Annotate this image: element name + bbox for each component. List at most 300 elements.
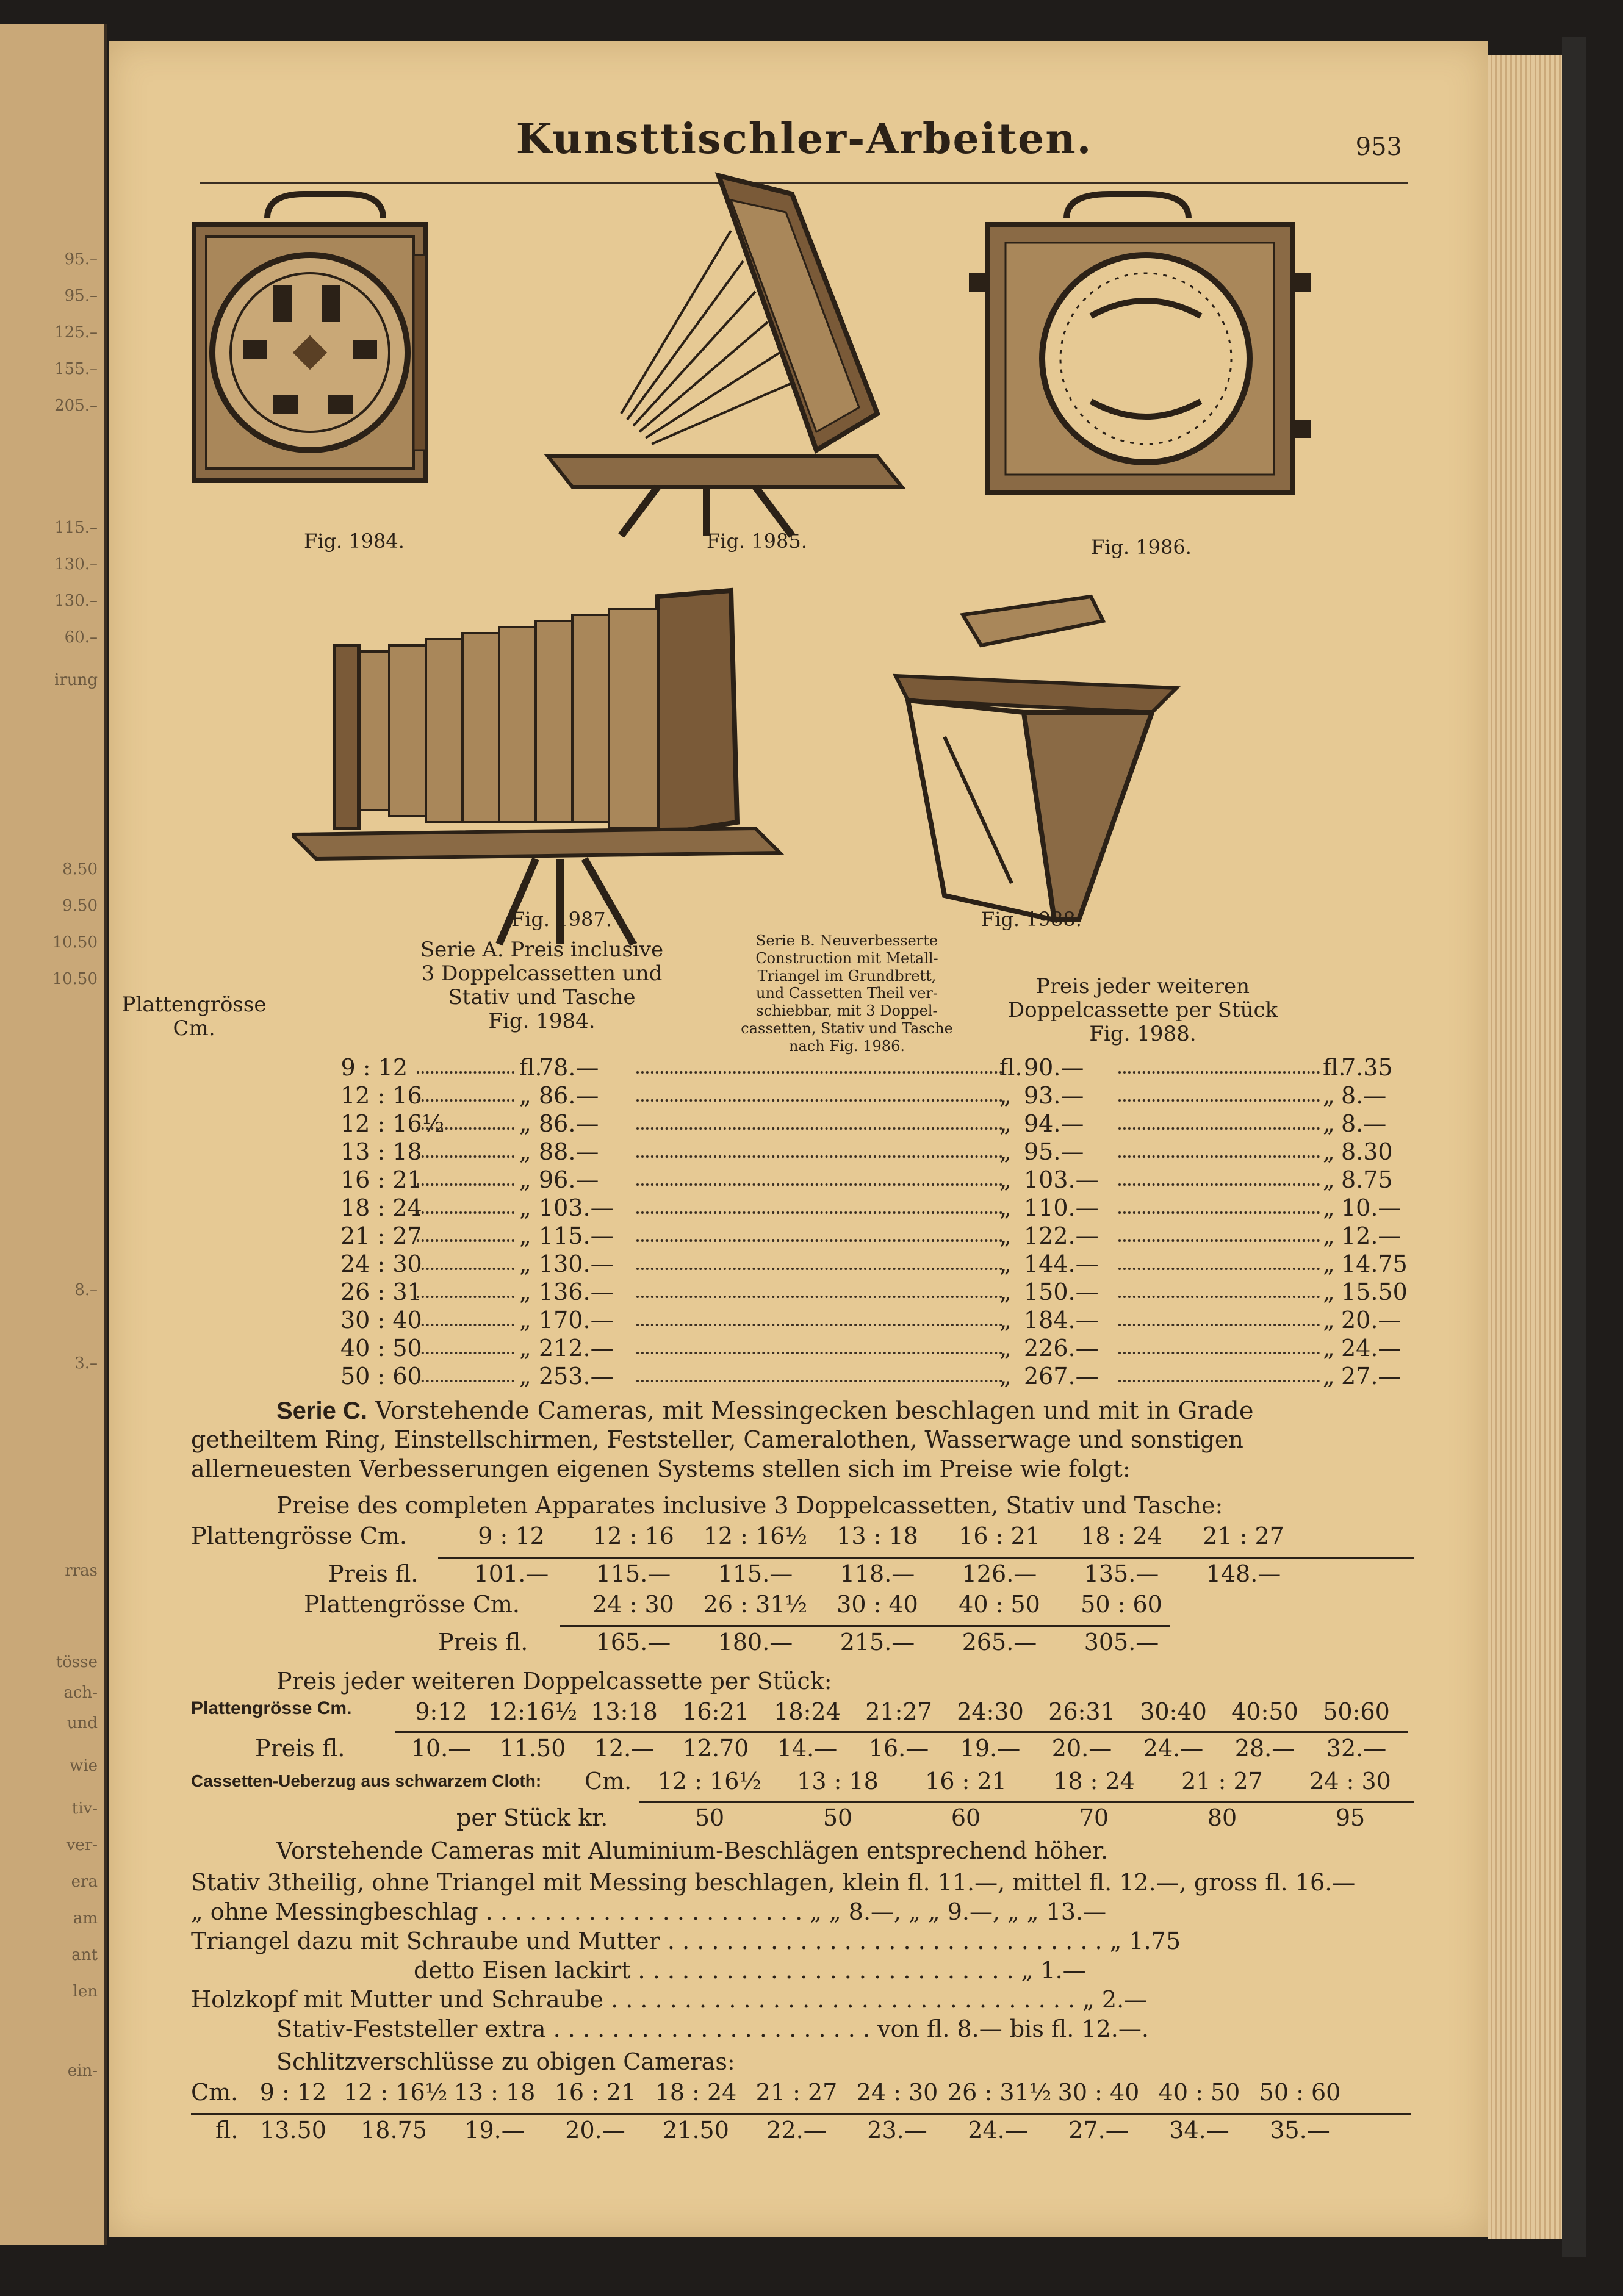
price-cell: 118.— bbox=[840, 1560, 915, 1587]
figure-caption: Fig. 1984. bbox=[304, 529, 405, 553]
currency-mark: „ bbox=[1323, 1194, 1335, 1221]
margin-fragment: 60.– bbox=[64, 628, 98, 647]
price-serie-b: 93.— bbox=[1024, 1082, 1084, 1109]
size-cell: 9 : 12 bbox=[478, 1523, 545, 1549]
leader-dots bbox=[636, 1376, 1002, 1382]
table-row bbox=[215, 1335, 1402, 1363]
table-row bbox=[215, 1110, 1387, 1138]
price-cell: 305.— bbox=[1084, 1629, 1159, 1656]
margin-fragment: 115.– bbox=[54, 518, 98, 537]
price-cassette: 20.— bbox=[1341, 1307, 1402, 1333]
size-cell: 30 : 40 bbox=[837, 1591, 918, 1618]
size-cell: 21 : 27 bbox=[1181, 1768, 1263, 1795]
serie-c-line-2: getheiltem Ring, Einstellschirmen, Feststeller, Cameralothen, Wasserwage und sonstigen bbox=[191, 1426, 1243, 1453]
price-cassette: 10.— bbox=[1341, 1194, 1402, 1221]
price-cell: 115.— bbox=[718, 1560, 793, 1587]
price-serie-b: 94.— bbox=[1024, 1110, 1084, 1137]
price-cell: 22.— bbox=[766, 2117, 827, 2144]
size-cell: 21:27 bbox=[865, 1698, 932, 1725]
price-serie-b: 150.— bbox=[1024, 1279, 1099, 1305]
size-cell: 16:21 bbox=[682, 1698, 749, 1725]
leader-dots bbox=[636, 1152, 1002, 1158]
leader-dots bbox=[636, 1264, 1002, 1270]
size-cell: 13 : 18 bbox=[797, 1768, 879, 1795]
margin-fragment: 95.– bbox=[64, 287, 98, 305]
size-cell: 13 : 18 bbox=[837, 1523, 918, 1549]
price-serie-b: 184.— bbox=[1024, 1307, 1099, 1333]
size-cell: 26 : 31½ bbox=[703, 1591, 808, 1618]
accessory-line: „ ohne Messingbeschlag . . . . . . . . . . . . . . . . . . . . . . „ „ 8.—, „ „ 9.—, „ „ 13.— bbox=[191, 1898, 1107, 1925]
margin-fragment: 130.– bbox=[54, 592, 98, 610]
table-row bbox=[215, 1222, 1402, 1250]
leader-dots bbox=[417, 1067, 514, 1074]
table-row bbox=[215, 1138, 1393, 1166]
table-row bbox=[215, 1194, 1402, 1222]
price-cell: 35.— bbox=[1270, 2117, 1330, 2144]
accessory-line: Stativ 3theilig, ohne Triangel mit Messing beschlagen, klein fl. 11.—, mittel fl. 12.—, gross fl. 16.— bbox=[191, 1869, 1356, 1896]
currency-mark: „ bbox=[999, 1335, 1012, 1361]
price-cassette: 8.— bbox=[1341, 1110, 1387, 1137]
price-cell: 50 bbox=[694, 1804, 725, 1831]
plate-size: 21 : 27 bbox=[340, 1222, 422, 1249]
size-cell: 30:40 bbox=[1140, 1698, 1207, 1725]
leader-dots bbox=[417, 1152, 514, 1158]
currency-mark: „ bbox=[999, 1250, 1012, 1277]
serie-c-text: Vorstehende Cameras, mit Messingecken beschlagen und mit in Grade bbox=[375, 1397, 1254, 1425]
currency-mark: „ bbox=[999, 1222, 1012, 1249]
serie-c-size-label: Plattengrösse Cm. bbox=[191, 1523, 408, 1549]
plate-size: 26 : 31 bbox=[340, 1279, 422, 1305]
leader-dots bbox=[417, 1320, 514, 1326]
plate-size: 9 : 12 bbox=[340, 1054, 408, 1081]
price-cell: 16.— bbox=[868, 1735, 929, 1762]
size-cell: 40:50 bbox=[1231, 1698, 1298, 1725]
currency-mark: „ bbox=[1323, 1363, 1335, 1390]
leader-dots bbox=[417, 1236, 514, 1242]
currency-mark: „ bbox=[999, 1082, 1012, 1109]
price-serie-a: 136.— bbox=[539, 1279, 614, 1305]
price-cell: 70 bbox=[1079, 1804, 1109, 1831]
price-cell: 20.— bbox=[1051, 1735, 1112, 1762]
currency-mark: „ bbox=[519, 1166, 531, 1193]
size-cell: 12 : 16½ bbox=[657, 1768, 762, 1795]
currency-mark: „ bbox=[519, 1082, 531, 1109]
price-cell: 215.— bbox=[840, 1629, 915, 1656]
accessory-line: Triangel dazu mit Schraube und Mutter . . . . . . . . . . . . . . . . . . . . . . . . . . . . . . „ 1.75 bbox=[191, 1928, 1181, 1954]
size-cell: 50:60 bbox=[1323, 1698, 1390, 1725]
margin-fragment: ach- bbox=[63, 1684, 98, 1702]
price-cassette: 8.— bbox=[1341, 1082, 1387, 1109]
serie-c-price-label: Preis fl. bbox=[328, 1560, 419, 1587]
shutter-size-row bbox=[243, 2079, 1350, 2106]
leader-dots bbox=[417, 1348, 514, 1354]
currency-mark: „ bbox=[519, 1110, 531, 1137]
price-serie-a: 103.— bbox=[539, 1194, 614, 1221]
margin-fragment: 8.50 bbox=[62, 860, 98, 878]
price-cell: 115.— bbox=[596, 1560, 671, 1587]
price-cell: 11.50 bbox=[499, 1735, 566, 1762]
left-page-fragment bbox=[0, 24, 107, 2245]
cassette-price-label: Preis fl. bbox=[255, 1735, 345, 1762]
figure-caption: Fig. 1986. bbox=[1091, 536, 1192, 559]
leader-dots bbox=[636, 1096, 1002, 1102]
currency-mark: „ bbox=[519, 1279, 531, 1305]
margin-fragment: 95.– bbox=[64, 250, 98, 268]
leader-dots bbox=[1118, 1236, 1320, 1242]
margin-fragment: 205.– bbox=[54, 396, 98, 415]
leader-dots bbox=[1118, 1348, 1320, 1354]
cloth-cm: Cm. bbox=[585, 1768, 632, 1795]
table-row bbox=[215, 1363, 1402, 1391]
table-row bbox=[215, 1166, 1393, 1194]
leader-dots bbox=[1118, 1264, 1320, 1270]
price-serie-a: 212.— bbox=[539, 1335, 614, 1361]
size-cell: 30 : 40 bbox=[1057, 2079, 1140, 2106]
margin-fragment: tösse bbox=[56, 1653, 98, 1671]
currency-mark: „ bbox=[519, 1222, 531, 1249]
leader-dots bbox=[417, 1124, 514, 1130]
page-edge bbox=[1488, 55, 1567, 2239]
size-cell: 16 : 21 bbox=[554, 2079, 636, 2106]
serie-c-line-3: allerneuesten Verbesserungen eigenen Systems stellen sich im Preise wie folgt: bbox=[191, 1455, 1131, 1482]
margin-fragment: rras bbox=[65, 1562, 98, 1580]
margin-fragment: am bbox=[73, 1909, 98, 1928]
margin-fragment: 10.50 bbox=[52, 970, 98, 988]
leader-dots bbox=[417, 1264, 514, 1270]
currency-mark: fl. bbox=[1323, 1054, 1346, 1081]
size-cell: 50 : 60 bbox=[1081, 1591, 1162, 1618]
cassette-size-row bbox=[395, 1698, 1402, 1725]
cloth-label: Cassetten-Ueberzug aus schwarzem Cloth: bbox=[191, 1771, 542, 1790]
size-cell: 26 : 31½ bbox=[948, 2079, 1052, 2106]
leader-dots bbox=[417, 1376, 514, 1382]
page-number: 953 bbox=[1355, 133, 1402, 161]
price-cell: 12.70 bbox=[682, 1735, 749, 1762]
price-cell: 24.— bbox=[1143, 1735, 1204, 1762]
size-cell: 26:31 bbox=[1048, 1698, 1115, 1725]
size-cell: 24 : 30 bbox=[1309, 1768, 1391, 1795]
currency-mark: „ bbox=[999, 1138, 1012, 1165]
price-cell: 126.— bbox=[962, 1560, 1037, 1587]
size-cell: 13:18 bbox=[591, 1698, 658, 1725]
price-cell: 23.— bbox=[867, 2117, 927, 2144]
size-cell: 24 : 30 bbox=[592, 1591, 674, 1618]
leader-dots bbox=[1118, 1067, 1320, 1074]
margin-fragment: len bbox=[73, 1982, 98, 2001]
price-cell: 32.— bbox=[1326, 1735, 1387, 1762]
plate-size: 13 : 18 bbox=[340, 1138, 422, 1165]
size-cell: 16 : 21 bbox=[925, 1768, 1007, 1795]
price-cell: 50 bbox=[822, 1804, 853, 1831]
price-cell: 21.50 bbox=[663, 2117, 729, 2144]
size-cell: 40 : 50 bbox=[1158, 2079, 1240, 2106]
column-header-plate-size: Plattengrösse Cm. bbox=[121, 992, 267, 1041]
price-cell: 265.— bbox=[962, 1629, 1037, 1656]
leader-dots bbox=[636, 1124, 1002, 1130]
price-cell: 18.75 bbox=[361, 2117, 427, 2144]
cloth-price-label: per Stück kr. bbox=[456, 1804, 608, 1831]
leader-dots bbox=[1118, 1180, 1320, 1186]
serie-c-size-row-1 bbox=[450, 1523, 1305, 1549]
cloth-price-row bbox=[646, 1804, 1414, 1831]
leader-dots bbox=[636, 1320, 1002, 1326]
column-header-serie-b: Serie B. Neuverbesserte Construction mit Metall- Triangel im Grundbrett, und Cassetten Theil ver- schiebbar, mit 3 Doppel- cassetten, Stativ und Tasche nach Fig. 1986. bbox=[741, 932, 953, 1055]
accessory-line: Holzkopf mit Mutter und Schraube . . . . . . . . . . . . . . . . . . . . . . . . . . . . . . . . „ 2.— bbox=[191, 1986, 1148, 2013]
currency-mark: „ bbox=[999, 1194, 1012, 1221]
rule bbox=[639, 1801, 1414, 1803]
margin-fragment: ein- bbox=[67, 2062, 98, 2080]
cassette-illustration-fig-1988 bbox=[871, 590, 1201, 932]
serie-c-size-label-2: Plattengrösse Cm. bbox=[304, 1591, 520, 1618]
table-row bbox=[215, 1307, 1402, 1335]
serie-c-label: Serie C. bbox=[276, 1397, 367, 1424]
size-cell: 24:30 bbox=[957, 1698, 1024, 1725]
rule bbox=[438, 1557, 1414, 1559]
currency-mark: „ bbox=[1323, 1082, 1335, 1109]
leader-dots bbox=[1118, 1320, 1320, 1326]
figure-caption: Fig. 1987. bbox=[511, 908, 612, 931]
plate-size: 40 : 50 bbox=[340, 1335, 422, 1361]
price-cell: 12.— bbox=[594, 1735, 655, 1762]
currency-mark: „ bbox=[999, 1110, 1012, 1137]
table-row bbox=[215, 1082, 1387, 1110]
currency-mark: „ bbox=[1323, 1166, 1335, 1193]
price-cassette: 8.30 bbox=[1341, 1138, 1393, 1165]
price-cassette: 14.75 bbox=[1341, 1250, 1408, 1277]
price-cassette: 27.— bbox=[1341, 1363, 1402, 1390]
serie-c-price-label-2: Preis fl. bbox=[438, 1629, 528, 1656]
margin-fragment: ant bbox=[71, 1946, 98, 1964]
camera-illustration-fig-1985 bbox=[536, 157, 914, 542]
price-serie-b: 122.— bbox=[1024, 1222, 1099, 1249]
price-cell: 19.— bbox=[464, 2117, 525, 2144]
margin-fragment: 125.– bbox=[54, 323, 98, 342]
plate-size: 12 : 16 bbox=[340, 1082, 422, 1109]
accessory-line: Stativ-Feststeller extra . . . . . . . . . . . . . . . . . . . . . . von fl. 8.— bis fl. 12.—. bbox=[276, 2015, 1149, 2042]
aluminium-note: Vorstehende Cameras mit Aluminium-Beschlägen entsprechend höher. bbox=[276, 1837, 1109, 1864]
currency-mark: „ bbox=[519, 1307, 531, 1333]
size-cell: 21 : 27 bbox=[1203, 1523, 1284, 1549]
price-cell: 19.— bbox=[960, 1735, 1021, 1762]
size-cell: 18 : 24 bbox=[1053, 1768, 1135, 1795]
price-cassette: 24.— bbox=[1341, 1335, 1402, 1361]
margin-fragment: 3.– bbox=[74, 1354, 98, 1372]
price-serie-b: 226.— bbox=[1024, 1335, 1099, 1361]
cassette-price-row bbox=[395, 1735, 1402, 1762]
currency-mark: „ bbox=[999, 1363, 1012, 1390]
page-title: Kunsttischler-Arbeiten. bbox=[516, 115, 1093, 163]
currency-mark: „ bbox=[519, 1138, 531, 1165]
leader-dots bbox=[636, 1180, 1002, 1186]
margin-fragment: ver- bbox=[66, 1836, 98, 1854]
price-cell: 14.— bbox=[777, 1735, 838, 1762]
currency-mark: „ bbox=[999, 1307, 1012, 1333]
leader-dots bbox=[636, 1208, 1002, 1214]
currency-mark: fl. bbox=[999, 1054, 1023, 1081]
serie-c-price-row-1 bbox=[450, 1560, 1305, 1587]
book-cover bbox=[1562, 37, 1586, 2257]
price-serie-a: 115.— bbox=[539, 1222, 614, 1249]
table-row bbox=[215, 1279, 1408, 1307]
price-cell: 13.50 bbox=[260, 2117, 326, 2144]
price-serie-a: 96.— bbox=[539, 1166, 599, 1193]
price-serie-a: 86.— bbox=[539, 1082, 599, 1109]
price-cell: 20.— bbox=[565, 2117, 625, 2144]
price-serie-b: 103.— bbox=[1024, 1166, 1099, 1193]
shutter-heading: Schlitzverschlüsse zu obigen Cameras: bbox=[276, 2048, 735, 2075]
margin-fragment: wie bbox=[70, 1757, 98, 1775]
size-cell: 21 : 27 bbox=[755, 2079, 838, 2106]
size-cell: 24 : 30 bbox=[856, 2079, 938, 2106]
leader-dots bbox=[1118, 1096, 1320, 1102]
currency-mark: „ bbox=[1323, 1250, 1335, 1277]
price-cell: 180.— bbox=[718, 1629, 793, 1656]
price-cell: 27.— bbox=[1068, 2117, 1129, 2144]
size-cell: 12 : 16 bbox=[592, 1523, 674, 1549]
plate-size: 30 : 40 bbox=[340, 1307, 422, 1333]
price-cell: 95 bbox=[1335, 1804, 1366, 1831]
leader-dots bbox=[1118, 1124, 1320, 1130]
figure-caption: Fig. 1985. bbox=[707, 529, 807, 553]
price-cell: 60 bbox=[951, 1804, 981, 1831]
currency-mark: „ bbox=[1323, 1307, 1335, 1333]
price-serie-b: 90.— bbox=[1024, 1054, 1084, 1081]
currency-mark: „ bbox=[519, 1250, 531, 1277]
leader-dots bbox=[1118, 1152, 1320, 1158]
rule bbox=[191, 2113, 1411, 2115]
leader-dots bbox=[1118, 1292, 1320, 1298]
price-serie-b: 267.— bbox=[1024, 1363, 1099, 1390]
price-cell: 10.— bbox=[411, 1735, 472, 1762]
margin-fragment: 9.50 bbox=[62, 897, 98, 915]
currency-mark: „ bbox=[1323, 1110, 1335, 1137]
table-row bbox=[215, 1250, 1408, 1279]
size-cell: 40 : 50 bbox=[959, 1591, 1040, 1618]
price-cell: 28.— bbox=[1234, 1735, 1295, 1762]
figure-caption: Fig. 1988. bbox=[981, 908, 1082, 931]
price-cassette: 15.50 bbox=[1341, 1279, 1408, 1305]
leader-dots bbox=[417, 1180, 514, 1186]
price-cell: 80 bbox=[1207, 1804, 1237, 1831]
shutter-fl: fl. bbox=[215, 2117, 239, 2144]
price-serie-a: 88.— bbox=[539, 1138, 599, 1165]
price-serie-a: 253.— bbox=[539, 1363, 614, 1390]
size-cell: 16 : 21 bbox=[959, 1523, 1040, 1549]
size-cell: 18 : 24 bbox=[655, 2079, 737, 2106]
camera-illustration-fig-1986 bbox=[963, 163, 1329, 554]
rule bbox=[560, 1625, 1170, 1627]
plate-size: 18 : 24 bbox=[340, 1194, 422, 1221]
size-cell: 12 : 16½ bbox=[703, 1523, 808, 1549]
price-cell: 34.— bbox=[1169, 2117, 1229, 2144]
plate-size: 24 : 30 bbox=[340, 1250, 422, 1277]
plate-size: 50 : 60 bbox=[340, 1363, 422, 1390]
currency-mark: „ bbox=[1323, 1222, 1335, 1249]
size-cell: 13 : 18 bbox=[453, 2079, 536, 2106]
currency-mark: „ bbox=[1323, 1279, 1335, 1305]
serie-c-line-1 bbox=[276, 1397, 1254, 1425]
margin-fragment: era bbox=[71, 1873, 98, 1891]
margin-fragment: tiv- bbox=[71, 1799, 98, 1818]
currency-mark: „ bbox=[519, 1194, 531, 1221]
currency-mark: „ bbox=[999, 1166, 1012, 1193]
size-cell: 12 : 16½ bbox=[344, 2079, 448, 2106]
catalog-page bbox=[109, 41, 1488, 2237]
cassette-heading: Preis jeder weiteren Doppelcassette per Stück: bbox=[276, 1668, 832, 1695]
margin-fragment: irung bbox=[54, 671, 98, 689]
price-cell: 135.— bbox=[1084, 1560, 1159, 1587]
cloth-size-row bbox=[646, 1768, 1414, 1795]
serie-c-line-4: Preise des completen Apparates inclusive 3 Doppelcassetten, Stativ und Tasche: bbox=[276, 1492, 1223, 1519]
leader-dots bbox=[417, 1096, 514, 1102]
price-cell: 148.— bbox=[1206, 1560, 1281, 1587]
price-serie-a: 130.— bbox=[539, 1250, 614, 1277]
price-serie-b: 110.— bbox=[1024, 1194, 1099, 1221]
size-cell: 50 : 60 bbox=[1259, 2079, 1341, 2106]
plate-size: 12 : 16½ bbox=[340, 1110, 445, 1137]
currency-mark: „ bbox=[1323, 1335, 1335, 1361]
camera-illustration-fig-1987 bbox=[292, 566, 829, 956]
price-serie-b: 95.— bbox=[1024, 1138, 1084, 1165]
shutter-price-row bbox=[243, 2117, 1350, 2144]
leader-dots bbox=[636, 1236, 1002, 1242]
cassette-size-label: Plattengrösse Cm. bbox=[191, 1698, 352, 1718]
currency-mark: „ bbox=[999, 1279, 1012, 1305]
column-header-cassette-price: Preis jeder weiteren Doppelcassette per Stück Fig. 1988. bbox=[1007, 974, 1278, 1047]
size-cell: 18:24 bbox=[774, 1698, 841, 1725]
size-cell: 12:16½ bbox=[488, 1698, 578, 1725]
leader-dots bbox=[636, 1067, 1002, 1074]
currency-mark: „ bbox=[519, 1335, 531, 1361]
price-cell: 24.— bbox=[968, 2117, 1028, 2144]
price-serie-b: 144.— bbox=[1024, 1250, 1099, 1277]
currency-mark: „ bbox=[519, 1363, 531, 1390]
currency-mark: fl. bbox=[519, 1054, 542, 1081]
margin-fragment: und bbox=[67, 1714, 98, 1732]
leader-dots bbox=[1118, 1208, 1320, 1214]
plate-size: 16 : 21 bbox=[340, 1166, 422, 1193]
column-header-serie-a: Serie A. Preis inclusive 3 Doppelcassetten und Stativ und Tasche Fig. 1984. bbox=[420, 938, 664, 1034]
price-cassette: 12.— bbox=[1341, 1222, 1402, 1249]
margin-fragment: 8.– bbox=[74, 1281, 98, 1299]
accessory-line: detto Eisen lackirt . . . . . . . . . . . . . . . . . . . . . . . . . . „ 1.— bbox=[414, 1957, 1086, 1984]
price-serie-a: 86.— bbox=[539, 1110, 599, 1137]
price-cassette: 8.75 bbox=[1341, 1166, 1393, 1193]
table-row bbox=[215, 1054, 1393, 1082]
price-cell: 101.— bbox=[473, 1560, 549, 1587]
size-cell: 9:12 bbox=[415, 1698, 467, 1725]
serie-c-price-row-2 bbox=[572, 1629, 1182, 1656]
price-cell: 165.— bbox=[596, 1629, 671, 1656]
price-serie-a: 170.— bbox=[539, 1307, 614, 1333]
margin-fragment: 130.– bbox=[54, 555, 98, 573]
size-cell: 9 : 12 bbox=[259, 2079, 327, 2106]
currency-mark: „ bbox=[1323, 1138, 1335, 1165]
serie-c-size-row-2 bbox=[572, 1591, 1182, 1618]
leader-dots bbox=[1118, 1376, 1320, 1382]
leader-dots bbox=[417, 1208, 514, 1214]
margin-fragment: 155.– bbox=[54, 360, 98, 378]
price-serie-a: 78.— bbox=[539, 1054, 599, 1081]
price-cassette: 7.35 bbox=[1341, 1054, 1393, 1081]
leader-dots bbox=[636, 1292, 1002, 1298]
rule bbox=[395, 1731, 1408, 1733]
margin-fragment: 10.50 bbox=[52, 933, 98, 952]
camera-illustration-fig-1984 bbox=[176, 163, 450, 578]
shutter-cm: Cm. bbox=[191, 2079, 239, 2106]
leader-dots bbox=[417, 1292, 514, 1298]
size-cell: 18 : 24 bbox=[1081, 1523, 1162, 1549]
